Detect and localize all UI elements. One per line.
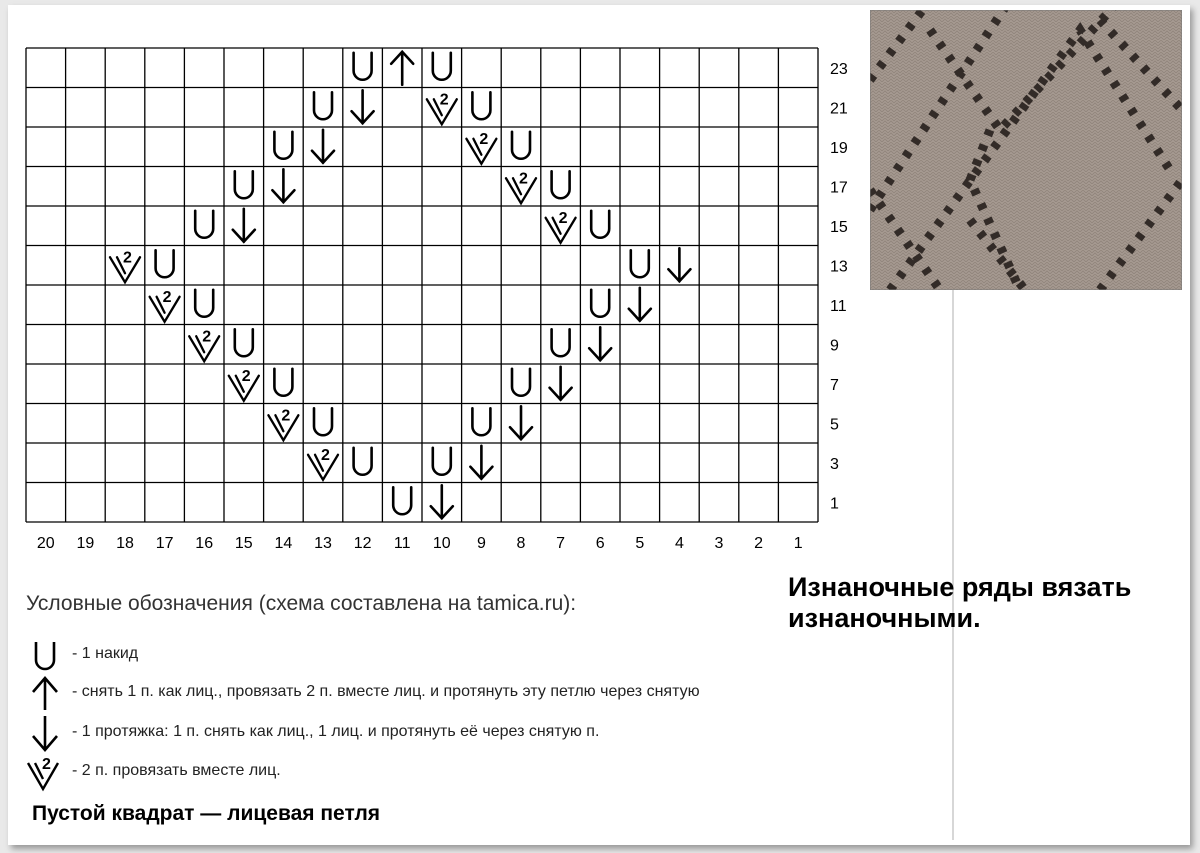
arrow-up-icon [26, 674, 66, 714]
yarn-over-symbol [195, 211, 213, 238]
legend-title: Условные обозначения (схема составлена на tamica.ru): [26, 592, 577, 615]
knitted-lace-sample-photo [870, 10, 1182, 290]
yarn-over-symbol [433, 448, 451, 475]
k2tog-symbol [466, 131, 496, 164]
k2tog-number: 2 [519, 170, 528, 188]
yarn-over-symbol [314, 408, 332, 435]
k2tog-number: 2 [123, 249, 132, 267]
row-number: 23 [830, 60, 848, 78]
legend-text-yarn-over: - 1 накид [72, 645, 139, 662]
skp-arrow-down-symbol [550, 367, 572, 400]
yarn-over-symbol [631, 250, 649, 277]
skp-arrow-down-symbol [431, 485, 453, 518]
yarn-over-symbol [591, 211, 609, 238]
column-number: 7 [556, 535, 566, 552]
column-number: 12 [353, 535, 372, 552]
empty-square-note: Пустой квадрат — лицевая петля [32, 802, 381, 825]
column-number: 2 [754, 535, 764, 552]
legend-text-sk2p: - снять 1 п. как лиц., провязать 2 п. вместе лиц. и протянуть эту петлю через снятую [72, 683, 700, 700]
k2tog-number: 2 [42, 756, 51, 773]
column-number: 1 [793, 535, 803, 552]
yarn-over-icon [26, 636, 66, 676]
yarn-over-symbol [354, 53, 372, 80]
column-number: 6 [595, 535, 605, 552]
row-number: 21 [830, 100, 848, 118]
yarn-over-symbol [314, 92, 332, 119]
skp-arrow-down-symbol [510, 406, 532, 439]
column-number: 3 [714, 535, 724, 552]
legend-text-skp: - 1 протяжка: 1 п. снять как лиц., 1 лиц. и протянуть её через снятую п. [72, 723, 600, 740]
skp-arrow-down-symbol [352, 90, 374, 123]
yarn-over-symbol [274, 132, 292, 159]
k2tog-number: 2 [558, 209, 568, 227]
yarn-over-symbol [552, 329, 570, 356]
yarn-over-symbol [274, 369, 292, 396]
row-number: 13 [830, 258, 848, 276]
k2tog-symbol [189, 328, 219, 361]
chart-grid [26, 48, 818, 522]
column-number: 18 [116, 535, 134, 552]
column-number: 17 [155, 535, 174, 552]
k2tog-number: 2 [241, 367, 251, 385]
row-number: 1 [830, 495, 839, 513]
k2tog-icon [26, 753, 66, 793]
yarn-over-symbol [195, 290, 213, 317]
skp-arrow-down-symbol [668, 248, 690, 281]
column-number: 9 [476, 535, 486, 552]
row-number: 9 [830, 337, 839, 355]
skp-arrow-down-symbol [233, 209, 255, 242]
column-number: 4 [674, 535, 684, 552]
k2tog-symbol [150, 289, 180, 322]
k2tog-number: 2 [439, 91, 449, 109]
yarn-over-symbol [235, 329, 253, 356]
yarn-over-symbol [433, 53, 451, 80]
k2tog-symbol [427, 91, 457, 124]
k2tog-symbol [308, 447, 338, 480]
column-number: 19 [76, 535, 95, 552]
legend-text-k2tog: - 2 п. провязать вместе лиц. [72, 762, 281, 779]
row-number: 15 [830, 218, 848, 236]
yarn-over-symbol [512, 369, 530, 396]
yarn-over-symbol [552, 171, 570, 198]
column-number: 20 [36, 535, 55, 552]
k2tog-symbol [229, 368, 259, 401]
column-number: 10 [432, 535, 451, 552]
column-number: 5 [635, 535, 645, 552]
k2tog-number: 2 [202, 328, 212, 346]
skp-arrow-down-symbol [272, 169, 294, 202]
row-number: 19 [830, 139, 848, 157]
row-number: 3 [830, 455, 839, 473]
k2tog-number: 2 [281, 407, 291, 425]
k2tog-number: 2 [321, 446, 330, 464]
column-number: 15 [234, 535, 253, 552]
skp-arrow-down-symbol [629, 288, 651, 321]
column-number: 11 [393, 535, 411, 552]
yarn-over-symbol [393, 487, 411, 514]
column-number: 8 [516, 535, 526, 552]
knitting-chart [0, 0, 860, 570]
page-divider [952, 290, 954, 840]
row-number: 7 [830, 376, 839, 394]
yarn-over-symbol [591, 290, 609, 317]
skp-arrow-down-symbol [589, 327, 611, 360]
purl-rows-note: Изнаночные ряды вязать изнаночными. [788, 572, 1132, 633]
skp-arrow-down-symbol [470, 446, 492, 479]
k2tog-symbol [506, 170, 536, 203]
sk2p-arrow-up-symbol [391, 52, 413, 85]
yarn-over-symbol [512, 132, 530, 159]
row-number: 11 [830, 297, 847, 315]
yarn-over-symbol [472, 92, 490, 119]
yarn-over-symbol [354, 448, 372, 475]
k2tog-number: 2 [479, 130, 489, 148]
k2tog-symbol [546, 210, 576, 243]
column-number: 13 [314, 535, 332, 552]
arrow-down-icon [26, 714, 66, 754]
k2tog-number: 2 [162, 288, 172, 306]
yarn-over-symbol [235, 171, 253, 198]
column-number: 14 [274, 535, 293, 552]
yarn-over-symbol [472, 408, 490, 435]
yarn-over-symbol [156, 250, 174, 277]
row-number: 17 [830, 179, 848, 197]
skp-arrow-down-symbol [312, 130, 334, 163]
column-number: 16 [195, 535, 214, 552]
k2tog-symbol [110, 249, 140, 282]
row-number: 5 [830, 416, 839, 434]
k2tog-symbol [268, 407, 298, 440]
